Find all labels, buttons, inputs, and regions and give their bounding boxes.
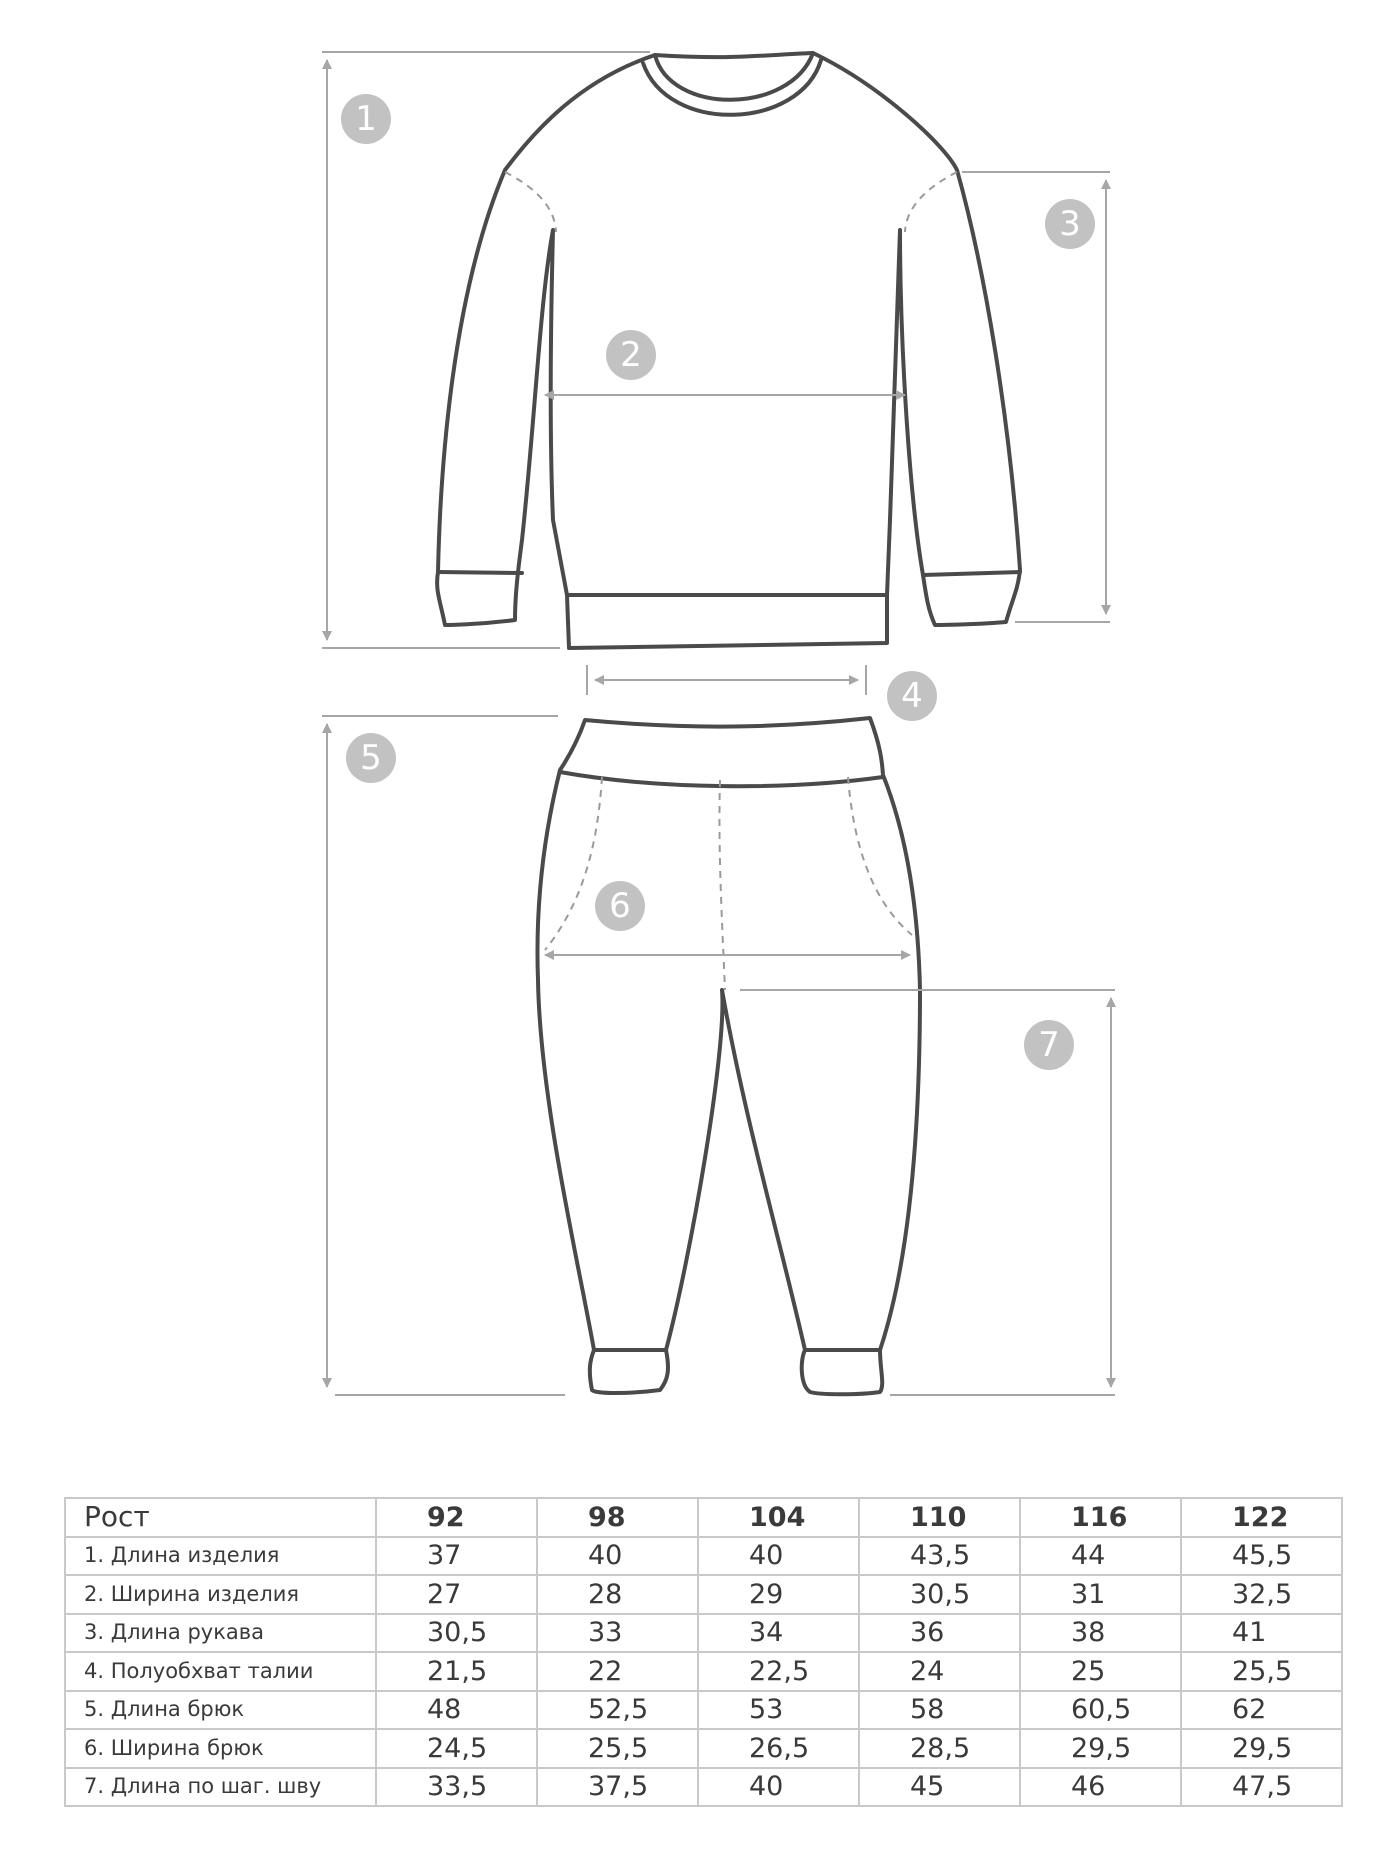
table-row (65, 1768, 1342, 1807)
table-cell: 22 (537, 1652, 698, 1691)
badge-5 (346, 733, 396, 783)
size-header: 92 (376, 1498, 537, 1537)
table-cell: 30,5 (859, 1575, 1020, 1614)
table-cell: 29 (698, 1575, 859, 1614)
badge-1 (341, 94, 391, 144)
size-header: 104 (698, 1498, 859, 1537)
table-cell: 29,5 (1020, 1729, 1181, 1768)
table-cell: 31 (1020, 1575, 1181, 1614)
sweatshirt-seams (505, 172, 957, 232)
table-cell: 25,5 (1181, 1652, 1342, 1691)
badge-3 (1045, 199, 1095, 249)
table-cell: 36 (859, 1614, 1020, 1653)
svg-text:5: 5 (360, 738, 382, 778)
table-cell: 40 (698, 1537, 859, 1576)
table-cell: 40 (698, 1768, 859, 1807)
measure-line-4 (587, 665, 866, 695)
table-cell: 27 (376, 1575, 537, 1614)
table-cell: 43,5 (859, 1537, 1020, 1576)
table-row (65, 1652, 1342, 1691)
table-cell: 45,5 (1181, 1537, 1342, 1576)
table-cell: 47,5 (1181, 1768, 1342, 1807)
row-label: 2. Ширина изделия (65, 1575, 376, 1614)
table-row (65, 1537, 1342, 1576)
svg-text:6: 6 (609, 886, 631, 926)
table-cell: 33,5 (376, 1768, 537, 1807)
badge-2 (606, 330, 656, 380)
table-cell: 58 (859, 1691, 1020, 1730)
table-cell: 24 (859, 1652, 1020, 1691)
table-cell: 41 (1181, 1614, 1342, 1653)
table-cell: 29,5 (1181, 1729, 1342, 1768)
svg-text:3: 3 (1059, 204, 1081, 244)
row-label: 5. Длина брюк (65, 1691, 376, 1730)
badge-7 (1024, 1020, 1074, 1070)
row-label: 7. Длина по шаг. шву (65, 1768, 376, 1807)
size-header: 110 (859, 1498, 1020, 1537)
table-cell: 46 (1020, 1768, 1181, 1807)
table-cell: 28,5 (859, 1729, 1020, 1768)
height-header-label: Рост (65, 1498, 376, 1537)
table-cell: 48 (376, 1691, 537, 1730)
table-cell: 21,5 (376, 1652, 537, 1691)
svg-text:2: 2 (620, 335, 642, 375)
table-cell: 40 (537, 1537, 698, 1576)
row-label: 3. Длина рукава (65, 1614, 376, 1653)
table-cell: 38 (1020, 1614, 1181, 1653)
table-row (65, 1691, 1342, 1730)
table-cell: 22,5 (698, 1652, 859, 1691)
table-cell: 25,5 (537, 1729, 698, 1768)
table-cell: 44 (1020, 1537, 1181, 1576)
size-table (64, 1497, 1343, 1807)
table-cell: 45 (859, 1768, 1020, 1807)
table-cell: 53 (698, 1691, 859, 1730)
size-header: 122 (1181, 1498, 1342, 1537)
svg-text:1: 1 (355, 99, 377, 139)
svg-text:4: 4 (901, 676, 923, 716)
row-label: 1. Длина изделия (65, 1537, 376, 1576)
table-row (65, 1614, 1342, 1653)
badge-4 (887, 671, 937, 721)
measure-line-5 (322, 716, 565, 1395)
table-cell: 24,5 (376, 1729, 537, 1768)
table-cell: 52,5 (537, 1691, 698, 1730)
svg-text:7: 7 (1038, 1025, 1060, 1065)
table-cell: 32,5 (1181, 1575, 1342, 1614)
table-cell: 37 (376, 1537, 537, 1576)
table-cell: 28 (537, 1575, 698, 1614)
table-cell: 60,5 (1020, 1691, 1181, 1730)
row-label: 6. Ширина брюк (65, 1729, 376, 1768)
row-label: 4. Полуобхват талии (65, 1652, 376, 1691)
table-header-row (65, 1498, 1342, 1537)
table-cell: 33 (537, 1614, 698, 1653)
size-header: 116 (1020, 1498, 1181, 1537)
table-cell: 34 (698, 1614, 859, 1653)
pants-seams (545, 777, 912, 990)
pants-outline (537, 718, 920, 1394)
table-row (65, 1729, 1342, 1768)
size-header: 98 (537, 1498, 698, 1537)
table-row (65, 1575, 1342, 1614)
sweatshirt-outline (437, 53, 1020, 648)
table-cell: 26,5 (698, 1729, 859, 1768)
table-cell: 37,5 (537, 1768, 698, 1807)
table-cell: 25 (1020, 1652, 1181, 1691)
badge-6 (595, 881, 645, 931)
table-cell: 62 (1181, 1691, 1342, 1730)
table-cell: 30,5 (376, 1614, 537, 1653)
